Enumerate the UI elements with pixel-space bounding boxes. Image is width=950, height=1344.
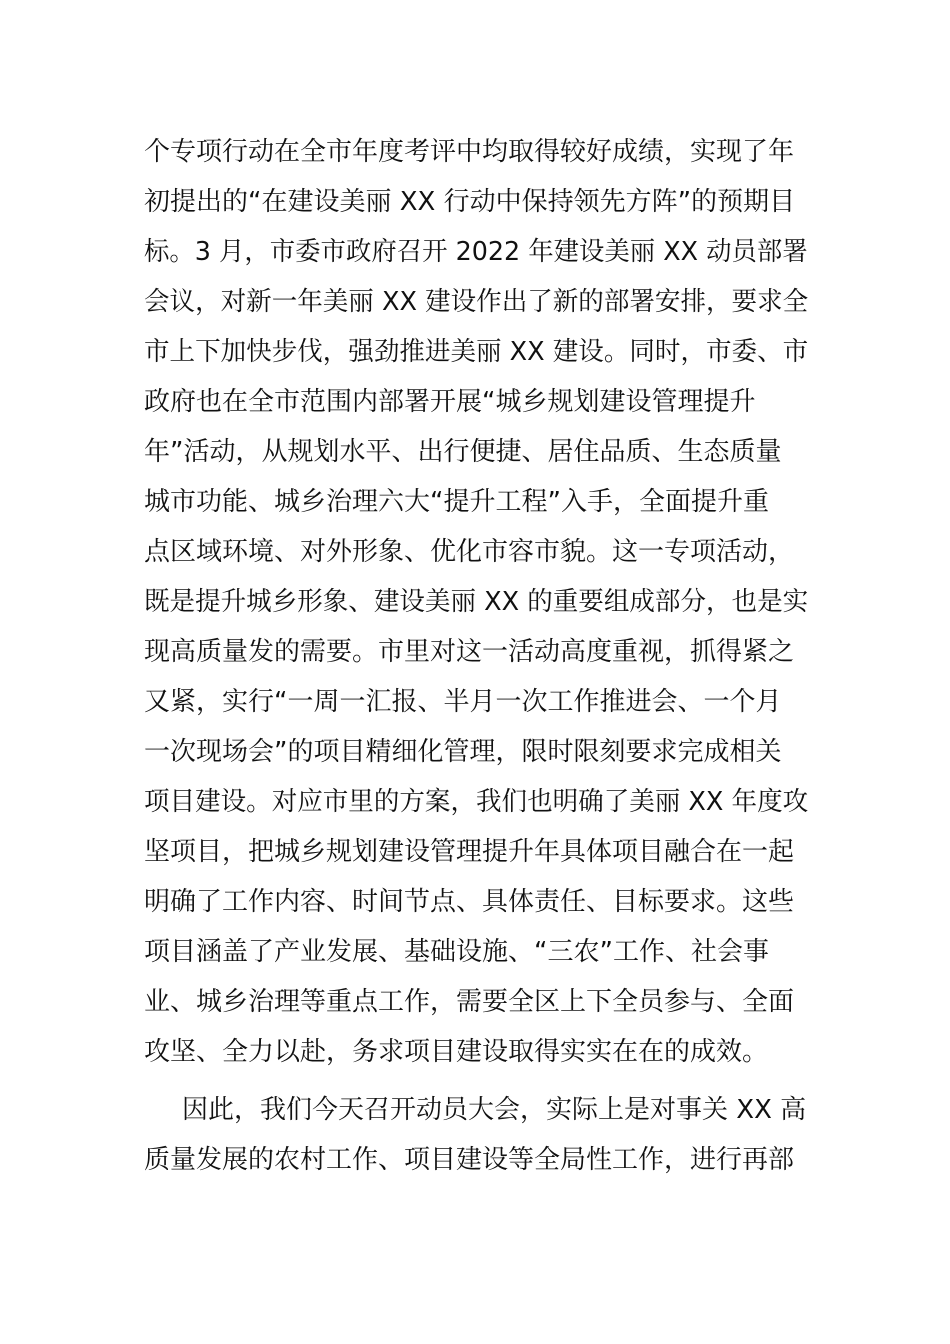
text-line: 因此，我们今天召开动员大会，实际上是对事关 XX 高 (182, 1095, 807, 1125)
text-line: 政府也在全市范围内部署开展“城乡规划建设管理提升 (144, 387, 756, 417)
text-line: 标。3 月，市委市政府召开 2022 年建设美丽 XX 动员部署 (144, 237, 808, 267)
text-line: 质量发展的农村工作、项目建设等全局性工作，进行再部 (144, 1145, 795, 1175)
text-line: 又紧，实行“一周一汇报、半月一次工作推进会、一个月 (144, 687, 782, 717)
text-line: 一次现场会”的项目精细化管理，限时限刻要求完成相关 (144, 737, 782, 767)
text-line: 会议，对新一年美丽 XX 建设作出了新的部署安排，要求全 (144, 287, 809, 317)
text-line: 现高质量发的需要。市里对这一活动高度重视，抓得紧之 (144, 637, 795, 667)
text-line: 城市功能、城乡治理六大“提升工程”入手，全面提升重 (144, 487, 769, 517)
text-line: 明确了工作内容、时间节点、具体责任、目标要求。这些 (144, 887, 795, 917)
text-line: 项目涵盖了产业发展、基础设施、“三农”工作、社会事 (144, 937, 769, 967)
text-line: 个专项行动在全市年度考评中均取得较好成绩，实现了年 (144, 137, 795, 167)
text-line: 年”活动，从规划水平、出行便捷、居住品质、生态质量 (144, 437, 782, 467)
text-line: 初提出的“在建设美丽 XX 行动中保持领先方阵”的预期目 (144, 187, 796, 217)
text-line: 坚项目，把城乡规划建设管理提升年具体项目融合在一起 (144, 837, 795, 867)
text-line: 项目建设。对应市里的方案，我们也明确了美丽 XX 年度攻 (144, 787, 809, 817)
text-line: 攻坚、全力以赴，务求项目建设取得实实在在的成效。 (144, 1037, 769, 1067)
text-line: 业、城乡治理等重点工作，需要全区上下全员参与、全面 (144, 987, 795, 1017)
text-line: 既是提升城乡形象、建设美丽 XX 的重要组成部分，也是实 (144, 587, 809, 617)
text-line: 市上下加快步伐，强劲推进美丽 XX 建设。同时，市委、市 (144, 337, 809, 367)
text-line: 点区域环境、对外形象、优化市容市貌。这一专项活动， (144, 537, 795, 567)
